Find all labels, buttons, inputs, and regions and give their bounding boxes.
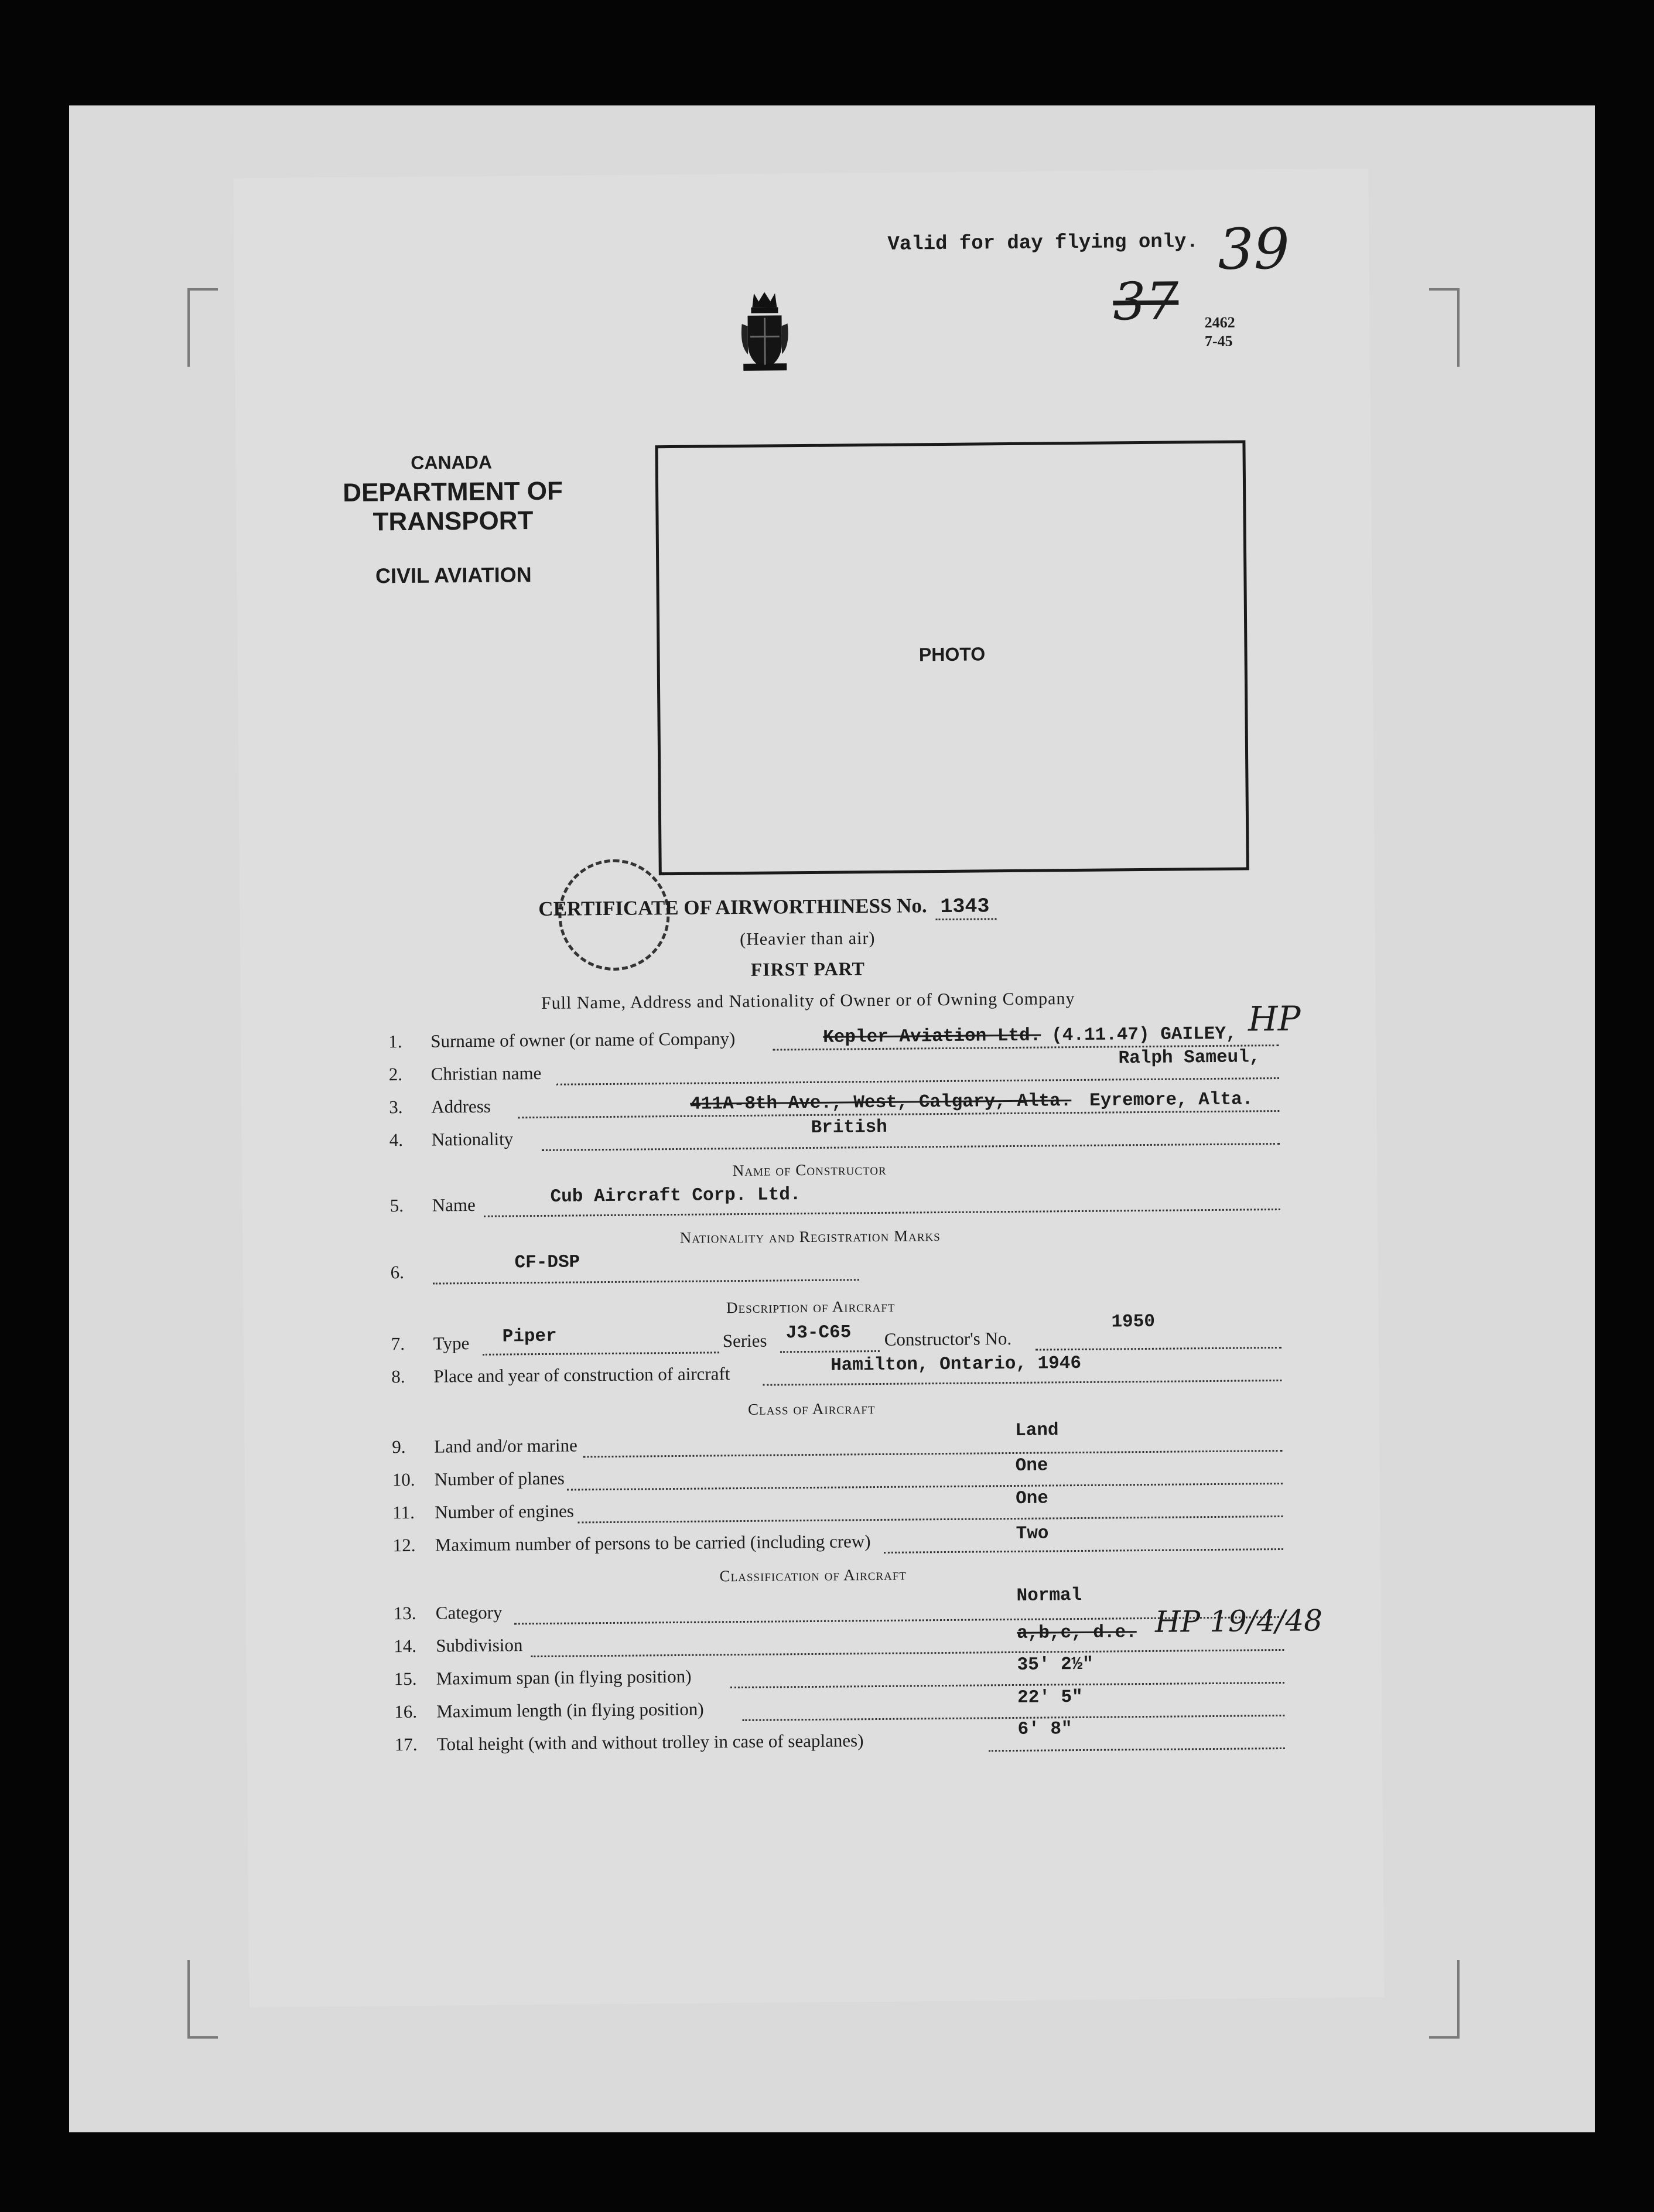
field-label: Name xyxy=(432,1194,476,1216)
field-number: 12. xyxy=(392,1534,416,1556)
field-nationality xyxy=(389,1116,1280,1156)
crop-mark-top-right xyxy=(1429,288,1460,367)
field-label: Maximum length (in flying position) xyxy=(436,1698,704,1722)
fill-line xyxy=(989,1747,1285,1752)
field-number: 16. xyxy=(394,1701,418,1722)
class-heading: Class of Aircraft xyxy=(747,1399,876,1418)
certificate-title: CERTIFICATE OF AIRWORTHINESS No. xyxy=(538,894,927,921)
field-label: Place and year of construction of aircraft xyxy=(433,1363,730,1387)
registration-heading: Nationality and Registration Marks xyxy=(679,1227,941,1247)
certificate-subtitle: (Heavier than air) xyxy=(740,929,876,950)
field-label: Subdivision xyxy=(436,1634,523,1656)
field-number: 1. xyxy=(388,1031,402,1052)
field-number: 10. xyxy=(392,1469,415,1490)
crop-mark-bottom-left xyxy=(187,1960,218,2039)
field-number: 17. xyxy=(394,1733,418,1755)
christian-name-value: Ralph Sameul, xyxy=(1118,1047,1260,1069)
fill-line xyxy=(730,1682,1284,1688)
constructor-value: Cub Aircraft Corp. Ltd. xyxy=(550,1184,801,1207)
field-number: 13. xyxy=(393,1602,416,1624)
struck-file-number: 37 xyxy=(1112,271,1179,332)
field-label: Category xyxy=(435,1602,503,1623)
department-title xyxy=(318,476,588,537)
field-place-year xyxy=(391,1353,1281,1393)
owner-heading: Full Name, Address and Nationality of Owner or of Owning Company xyxy=(541,989,1075,1013)
part-heading: FIRST PART xyxy=(750,958,866,980)
field-number: 9. xyxy=(392,1436,406,1457)
field-label: Land and/or marine xyxy=(434,1435,577,1457)
struck-owner: Kepler Aviation Ltd. xyxy=(823,1025,1041,1048)
field-constructor-name xyxy=(389,1182,1280,1222)
photo-box xyxy=(655,440,1249,875)
struck-subdivision: a,b,c, d.e. xyxy=(1016,1622,1137,1644)
land-marine-value: Land xyxy=(1014,1420,1059,1441)
description-heading: Description of Aircraft xyxy=(726,1297,896,1317)
span-value: 35' 2½" xyxy=(1017,1654,1093,1675)
field-number: 8. xyxy=(391,1366,405,1387)
field-label: Address xyxy=(431,1095,491,1117)
field-number: 15. xyxy=(394,1668,417,1689)
constructor-heading: Name of Constructor xyxy=(732,1160,887,1180)
form-code: 2462 xyxy=(1204,313,1235,332)
field-label: Maximum number of persons to be carried (including crew) xyxy=(435,1531,871,1555)
branch-label: CIVIL AVIATION xyxy=(375,562,532,588)
file-number-handwritten: 39 xyxy=(1218,216,1290,282)
height-value: 6' 8" xyxy=(1017,1719,1072,1740)
owner-initials: HP xyxy=(1248,998,1301,1039)
field-label: Number of planes xyxy=(434,1467,565,1490)
department-name: DEPARTMENT OF TRANSPORT xyxy=(343,476,563,537)
address-value: Eyremore, Alta. xyxy=(1089,1089,1253,1111)
struck-address: 411A-8th Ave., West, Calgary, Alta. xyxy=(690,1091,1072,1115)
classification-heading: Classification of Aircraft xyxy=(719,1565,907,1585)
field-label: Total height (with and without trolley in case of seaplanes) xyxy=(436,1730,864,1754)
field-registration-marks xyxy=(390,1252,859,1289)
certificate-title-line xyxy=(538,893,996,922)
field-label: Type xyxy=(433,1333,470,1354)
fill-line xyxy=(433,1279,859,1284)
field-label: Christian name xyxy=(430,1062,542,1084)
constructor-number-label: Constructor's No. xyxy=(884,1327,1012,1350)
persons-value: Two xyxy=(1016,1523,1049,1544)
certificate-document xyxy=(233,169,1384,2008)
registration-value: CF-DSP xyxy=(514,1252,580,1274)
field-label: Nationality xyxy=(431,1128,514,1150)
subdivision-initials: HP 19/4/48 xyxy=(1154,1603,1323,1639)
field-number: 6. xyxy=(390,1262,405,1283)
nationality-value: British xyxy=(811,1117,887,1138)
validity-note: Valid for day flying only. xyxy=(887,231,1199,256)
field-label: Maximum span (in flying position) xyxy=(436,1665,692,1689)
field-number: 5. xyxy=(389,1195,404,1216)
country-label: CANADA xyxy=(411,451,493,473)
crop-mark-top-left xyxy=(187,288,218,367)
form-date: 7-45 xyxy=(1204,332,1233,350)
owner-surname-value: (4.11.47) GAILEY, xyxy=(1051,1023,1237,1046)
photo-label: PHOTO xyxy=(918,643,986,665)
series-label: Series xyxy=(722,1330,767,1351)
length-value: 22' 5" xyxy=(1017,1687,1083,1708)
type-value: Piper xyxy=(502,1326,557,1347)
fill-line xyxy=(542,1143,1280,1151)
category-value: Normal xyxy=(1016,1585,1082,1606)
field-number: 2. xyxy=(388,1064,403,1085)
constructor-number-value: 1950 xyxy=(1111,1311,1156,1333)
field-number: 3. xyxy=(389,1097,403,1118)
field-label: Surname of owner (or name of Company) xyxy=(430,1028,736,1052)
field-label: Number of engines xyxy=(435,1500,575,1523)
crop-mark-bottom-right xyxy=(1429,1960,1460,2039)
field-number: 7. xyxy=(391,1333,405,1354)
field-number: 11. xyxy=(392,1501,415,1523)
fill-line xyxy=(884,1548,1283,1554)
engines-value: One xyxy=(1015,1488,1049,1509)
coat-of-arms-icon xyxy=(739,289,790,373)
planes-value: One xyxy=(1015,1455,1048,1476)
fill-line xyxy=(742,1715,1284,1721)
certificate-number: 1343 xyxy=(935,895,996,920)
field-number: 14. xyxy=(394,1635,417,1657)
field-max-persons xyxy=(393,1521,1283,1562)
series-value: J3-C65 xyxy=(785,1322,852,1344)
field-total-height xyxy=(395,1721,1285,1761)
place-year-value: Hamilton, Ontario, 1946 xyxy=(830,1353,1082,1376)
field-number: 4. xyxy=(389,1129,404,1151)
